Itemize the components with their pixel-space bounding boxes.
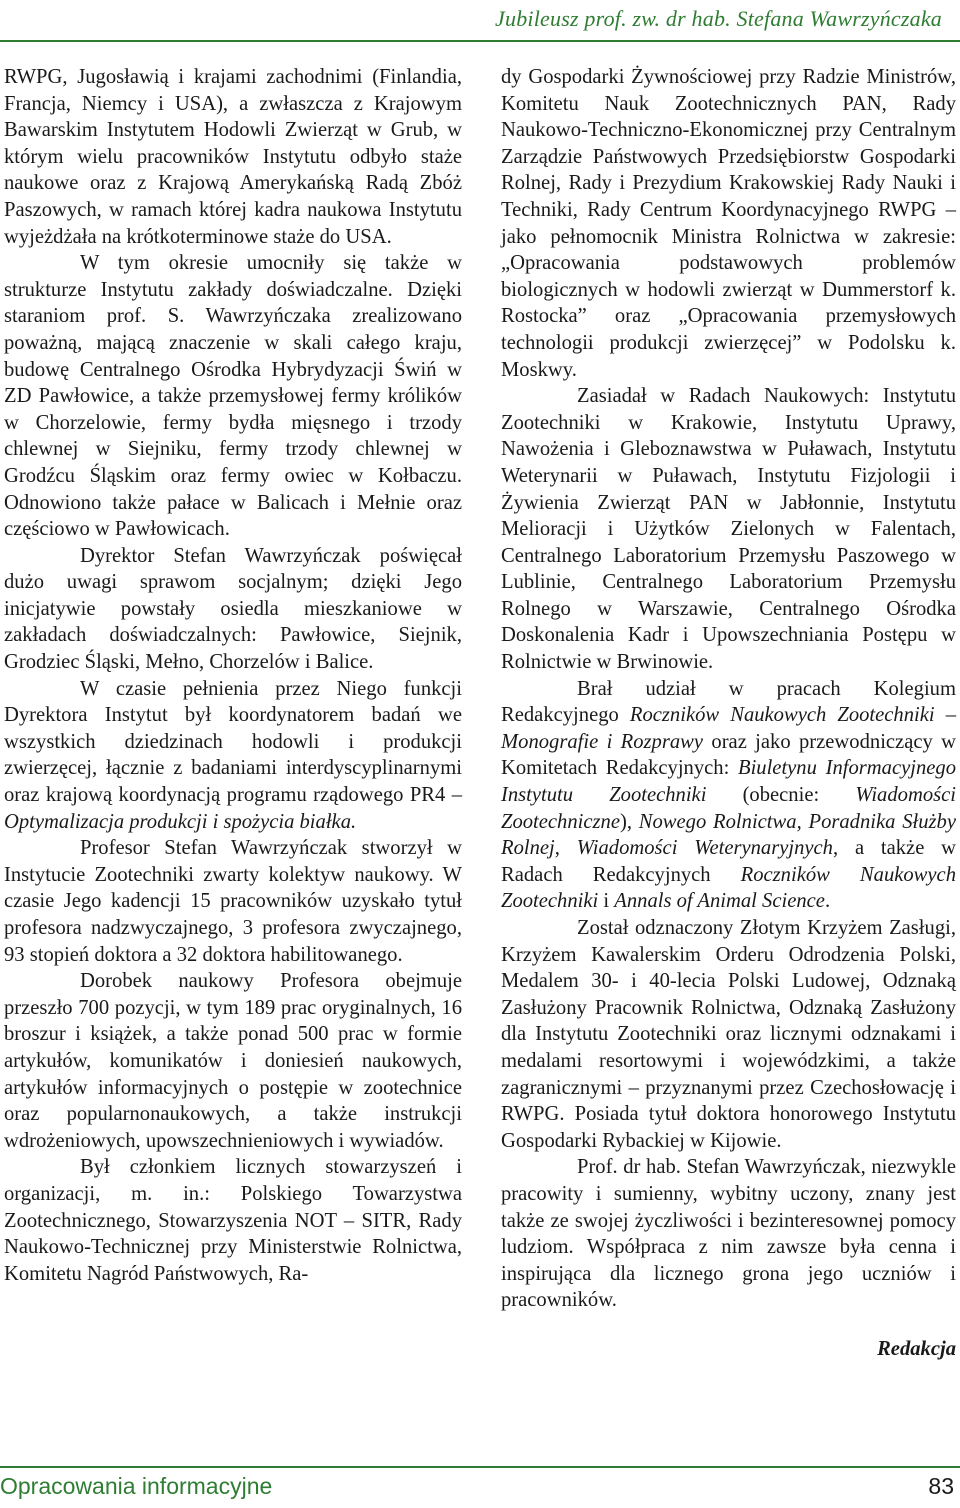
text-run: Brał udział w pracach Kolegium Redakcyjnego xyxy=(501,677,956,727)
footer-divider xyxy=(0,1466,960,1468)
journal-title: Biuletynu Informacyjnego Instytutu Zootechniki xyxy=(501,757,956,807)
paragraph: Został odznaczony Złotym Krzyżem Zasługi, Krzyżem Kawalerskim Orderu Odrodzenia Polski, Medalem 30- i 40-lecia Polski Ludowej, Odznaką Zasłużony Pracownik Rolnictwa, Odznaką Zasłużony dla Instytutu Zootechniki oraz licznymi odznakami i medalami resortowymi i wojewódzkimi, a także zagranicznymi – przyznanymi przez Czechosłowację i RWPG. Posiada tytuł doktora honorowego Instytutu Gospodarki Rybackiej w Kijowie. xyxy=(501,917,956,1152)
signature: Redakcja xyxy=(877,1337,956,1360)
paragraph: Dyrektor Stefan Wawrzyńczak poświęcał dużo uwagi sprawom socjalnym; dzięki Jego inicjatywie powstały osiedla mieszkaniowe w zakładach doświadczalnych: Pawłowice, Siejnik, Grodziec Śląski, Mełno, Chorzelów i Balice. xyxy=(4,544,462,674)
paragraph xyxy=(501,676,956,915)
paragraph xyxy=(4,676,462,836)
running-header-title: Jubileusz prof. zw. dr hab. Stefana Wawrzyńczaka xyxy=(495,6,942,31)
text-run: i xyxy=(598,890,615,913)
paragraph: Prof. dr hab. Stefan Wawrzyńczak, niezwykle pracowity i sumienny, wybitny uczony, znany jest także ze swojej życzliwości i bezinteresownej pomocy ludziom. Współpraca z nim zawsze była cenna i inspirująca dla licznego grona jego uczniów i pracowników. xyxy=(501,1156,956,1312)
page-number: 83 xyxy=(928,1473,954,1499)
journal-title: Nowego Rolnictwa, Poradnika Służby Rolnej xyxy=(501,810,956,860)
journal-title: Roczników Naukowych Zootechniki xyxy=(501,863,956,913)
program-title: Optymalizacja produkcji i spożycia białka. xyxy=(4,810,357,833)
paragraph: Był członkiem licznych stowarzyszeń i organizacji, m. in.: Polskiego Towarzystwa Zootechnicznego, Stowarzyszenia NOT – SITR, Rady Naukowo-Technicznej przy Ministerstwie Rolnictwa, Komitetu Nagród Państwowych, Ra- xyxy=(4,1156,462,1285)
journal-title: Wiadomości Zootechniczne xyxy=(501,784,956,833)
paragraph: Dorobek naukowy Profesora obejmuje przeszło 700 pozycji, w tym 189 prac oryginalnych, 16 broszur i książek, a także ponad 500 prac w formie artykułów, komunikatów i doniesień naukowych, artykułów informacyjnych o postępie w zootechnice oraz popularnonaukowych, a także instrukcji wdrożeniowych, upowszechnieniowych i wywiadów. xyxy=(4,970,462,1152)
text-run: oraz jako przewodniczący w Komitetach Redakcyjnych: xyxy=(501,730,956,780)
paragraph: RWPG, Jugosławią i krajami zachodnimi (Finlandia, Francja, Niemcy i USA), a zwłaszcza z Krajowym Bawarskim Instytutem Hodowli Zwierząt w Grub, w którym wielu pracowników Instytutu odbyło staże naukowe oraz z Krajową Amerykańską Radą Zbóż Paszowych, w ramach której kadra naukowa Instytutu wyjeżdżała na krótkoterminowe staże do USA. xyxy=(4,66,462,248)
text-run: , xyxy=(554,837,577,860)
paragraph: Profesor Stefan Wawrzyńczak stworzył w Instytucie Zootechniki zwarty kolektyw naukowy. W czasie Jego kadencji 15 pracowników uzyskało tytuł profesora nadzwyczajnego, 3 profesora zwyczajnego, 93 stopień doktora a 32 doktora habilitowanego. xyxy=(4,837,462,966)
footer-section-label: Opracowania informacyjne xyxy=(0,1473,273,1499)
journal-title: Wiadomości Weterynaryjnych xyxy=(576,837,833,860)
text-run: , a także w Radach Redakcyjnych xyxy=(501,837,957,886)
journal-title: Annals of Animal Science xyxy=(614,890,825,913)
text-run: . xyxy=(824,890,831,913)
right-text-column xyxy=(501,64,956,1363)
left-text-column xyxy=(4,64,462,1287)
header-divider xyxy=(0,40,960,42)
paragraph: W tym okresie umocniły się także w strukturze Instytutu zakłady doświadczalne. Dzięki staraniom prof. S. Wawrzyńczaka zrealizowano poważną, mającą znaczenie w skali całego kraju, budowę Centralnego Ośrodka Hybrydyzacji Świń w ZD Pawłowice, a także przemysłowej fermy królików w Chorzelowie, fermy bydła mięsnego i trzody chlewnej w Siejniku, fermy trzody chlewnej w Grodźcu Śląskim oraz fermy owiec w Kołbaczu. Odnowiono także pałace w Balicach i Mełnie oraz częściowo w Pawłowicach. xyxy=(4,252,462,541)
text-run: ), xyxy=(619,810,639,833)
paragraph-text: W czasie pełnienia przez Niego funkcji Dyrektora Instytut był koordynatorem badań we wszystkich dziedzinach hodowli i produkcji zwierzęcej, łącznie z badaniami interdyscyplinarnymi oraz krajową koordynacją programu rządowego PR4 – xyxy=(4,677,462,807)
paragraph: Zasiadał w Radach Naukowych: Instytutu Zootechniki w Krakowie, Instytutu Uprawy, Nawożenia i Gleboznawstwa w Puławach, Instytutu Weterynarii w Puławach, Instytutu Fizjologii i Żywienia Zwierząt PAN w Jabłonnie, Instytutu Melioracji i Użytków Zielonych w Falentach, Centralnego Laboratorium Przemysłu Paszowego w Lublinie, Centralnego Laboratorium Przemysłu Rolnego w Warszawie, Centralnego Ośrodka Doskonalenia Kadr i Upowszechniania Postępu w Rolnictwie w Brwinowie. xyxy=(501,385,956,674)
journal-title: Roczników Naukowych Zootechniki – Monografie i Rozprawy xyxy=(501,704,956,753)
paragraph: dy Gospodarki Żywnościowej przy Radzie Ministrów, Komitetu Nauk Zootechnicznych PAN, Rady Naukowo-Techniczno-Ekonomicznej przy Centralnym Zarządzie Państwowych Przedsiębiorstw Gospodarki Rolnej, Rady i Prezydium Krakowskiej Rady Nauki i Techniki, Rady Centrum Koordynacyjnego RWPG – jako pełnomocnik Ministra Rolnictwa w zakresie: „Opracowania podstawowych problemów biologicznych w hodowli zwierząt w Dummerstorf k. Rostocka” oraz „Opracowania przemysłowych technologii produkcji zwierzęcej” w Podolsku k. Moskwy. xyxy=(501,66,956,381)
text-run: (obecnie: xyxy=(706,784,856,807)
